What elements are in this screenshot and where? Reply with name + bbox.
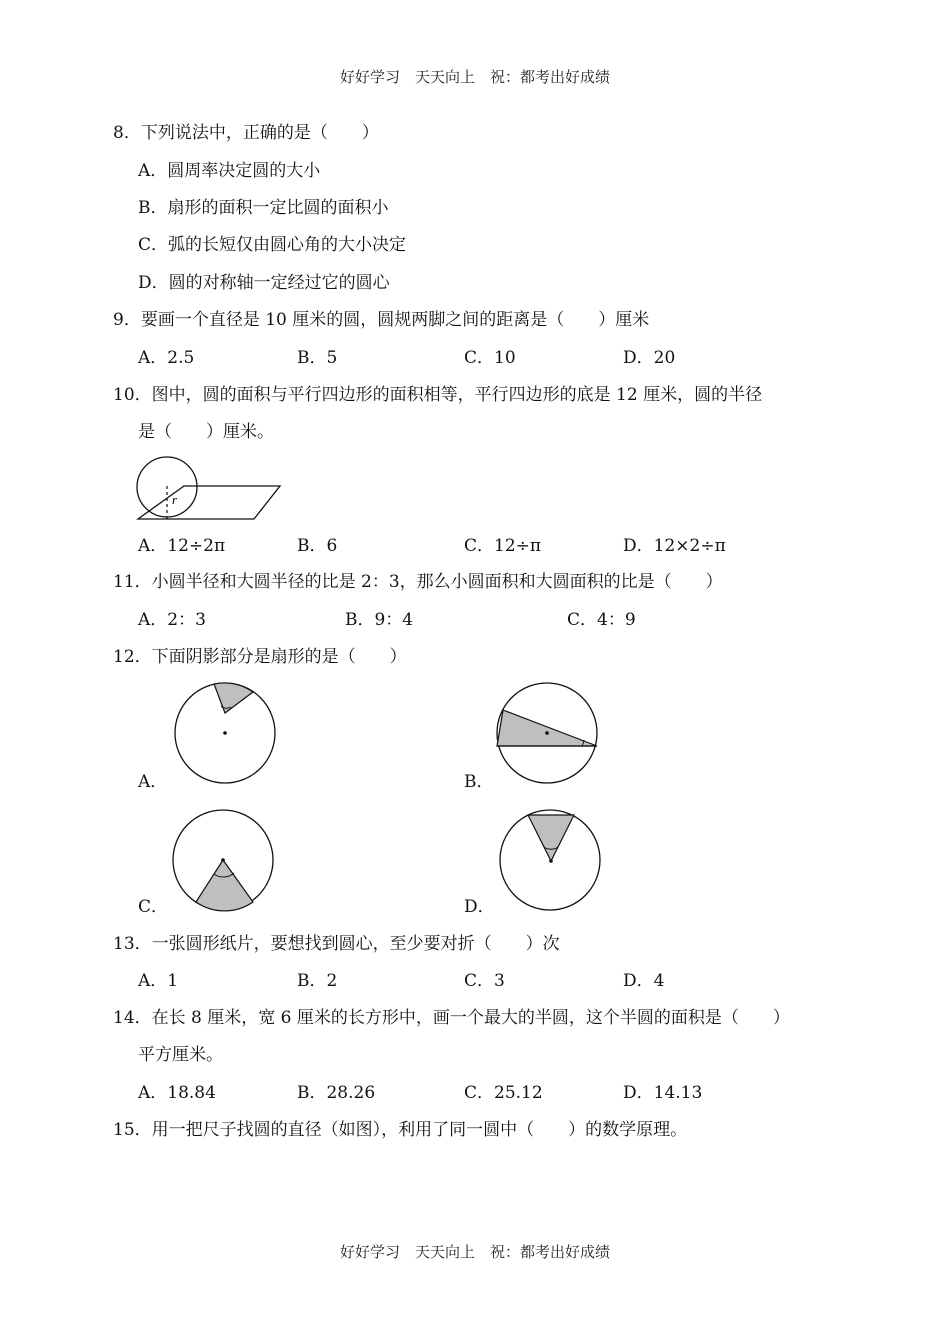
question-13-option-d: D．4 bbox=[623, 971, 665, 991]
question-8-option-b: B．扇形的面积一定比圆的面积小 bbox=[138, 198, 389, 218]
question-8-stem: 8．下列说法中，正确的是（ ） bbox=[113, 123, 379, 143]
figure-a-sector bbox=[168, 678, 283, 793]
figure-b-triangle bbox=[494, 683, 604, 788]
question-10-option-d: D．12×2÷π bbox=[623, 536, 726, 556]
question-10-stem-line-1: 10．图中，圆的面积与平行四边形的面积相等，平行四边形的底是 12 厘米，圆的半径 bbox=[113, 385, 763, 405]
figure-c-sector bbox=[168, 806, 278, 916]
question-13-option-a: A．1 bbox=[138, 971, 179, 991]
question-11-option-c: C．4：9 bbox=[567, 610, 636, 630]
figure-d-center-dot bbox=[549, 859, 553, 863]
circle-parallelogram-figure bbox=[130, 452, 290, 524]
figure-d-triangle bbox=[495, 806, 605, 916]
question-14-option-a: A．18.84 bbox=[138, 1083, 216, 1103]
question-15-stem: 15．用一把尺子找圆的直径（如图），利用了同一圆中（ ）的数学原理。 bbox=[113, 1120, 688, 1140]
question-8-option-d: D．圆的对称轴一定经过它的圆心 bbox=[138, 273, 390, 293]
question-14-option-d: D．14.13 bbox=[623, 1083, 703, 1103]
figure-a-shaded-sector bbox=[214, 683, 253, 713]
question-9-option-c: C．10 bbox=[464, 348, 516, 368]
parallelogram-outline bbox=[138, 486, 280, 519]
figure-b-shaded-triangle bbox=[497, 710, 597, 746]
page-header: 好好学习 天天向上 祝：都考出好成绩 bbox=[339, 68, 610, 86]
question-9-option-a: A．2.5 bbox=[138, 348, 195, 368]
figure-b-center-dot bbox=[545, 731, 549, 735]
page-footer: 好好学习 天天向上 祝：都考出好成绩 bbox=[339, 1243, 610, 1261]
figure-d-shaded-triangle bbox=[528, 815, 574, 861]
question-11-option-a: A．2：3 bbox=[138, 610, 206, 630]
question-10-option-c: C．12÷π bbox=[464, 536, 542, 556]
question-11-option-b: B．9：4 bbox=[345, 610, 414, 630]
question-14-stem-line-2: 平方厘米。 bbox=[138, 1045, 223, 1065]
question-12-option-d-label: D． bbox=[464, 897, 495, 917]
question-9-stem: 9．要画一个直径是 10 厘米的圆，圆规两脚之间的距离是（ ）厘米 bbox=[113, 310, 650, 330]
question-13-option-c: C．3 bbox=[464, 971, 505, 991]
figure-c-shaded-sector bbox=[196, 860, 253, 911]
figure-c-center-dot bbox=[221, 858, 225, 862]
figure-a-center-dot bbox=[223, 731, 227, 735]
question-14-option-c: C．25.12 bbox=[464, 1083, 543, 1103]
question-12-stem: 12．下面阴影部分是扇形的是（ ） bbox=[113, 647, 407, 667]
question-12-option-a-label: A． bbox=[138, 772, 168, 792]
question-11-stem: 11．小圆半径和大圆半径的比是 2：3，那么小圆面积和大圆面积的比是（ ） bbox=[113, 572, 723, 592]
question-9-option-b: B．5 bbox=[297, 348, 338, 368]
question-10-option-a: A．12÷2π bbox=[138, 536, 226, 556]
question-12-option-b-label: B． bbox=[464, 772, 494, 792]
question-10-option-b: B．6 bbox=[297, 536, 338, 556]
question-14-stem-line-1: 14．在长 8 厘米，宽 6 厘米的长方形中，画一个最大的半圆，这个半圆的面积是（ ） bbox=[113, 1008, 790, 1028]
question-8-option-c: C．弧的长短仅由圆心角的大小决定 bbox=[138, 235, 407, 255]
question-14-option-b: B．28.26 bbox=[297, 1083, 376, 1103]
radius-label: r bbox=[172, 492, 178, 507]
question-12-option-c-label: C． bbox=[138, 897, 169, 917]
question-8-option-a: A．圆周率决定圆的大小 bbox=[138, 161, 321, 181]
question-13-option-b: B．2 bbox=[297, 971, 338, 991]
question-10-stem-line-2: 是（ ）厘米。 bbox=[138, 422, 274, 442]
question-9-option-d: D．20 bbox=[623, 348, 676, 368]
question-13-stem: 13．一张圆形纸片，要想找到圆心，至少要对折（ ）次 bbox=[113, 934, 560, 954]
